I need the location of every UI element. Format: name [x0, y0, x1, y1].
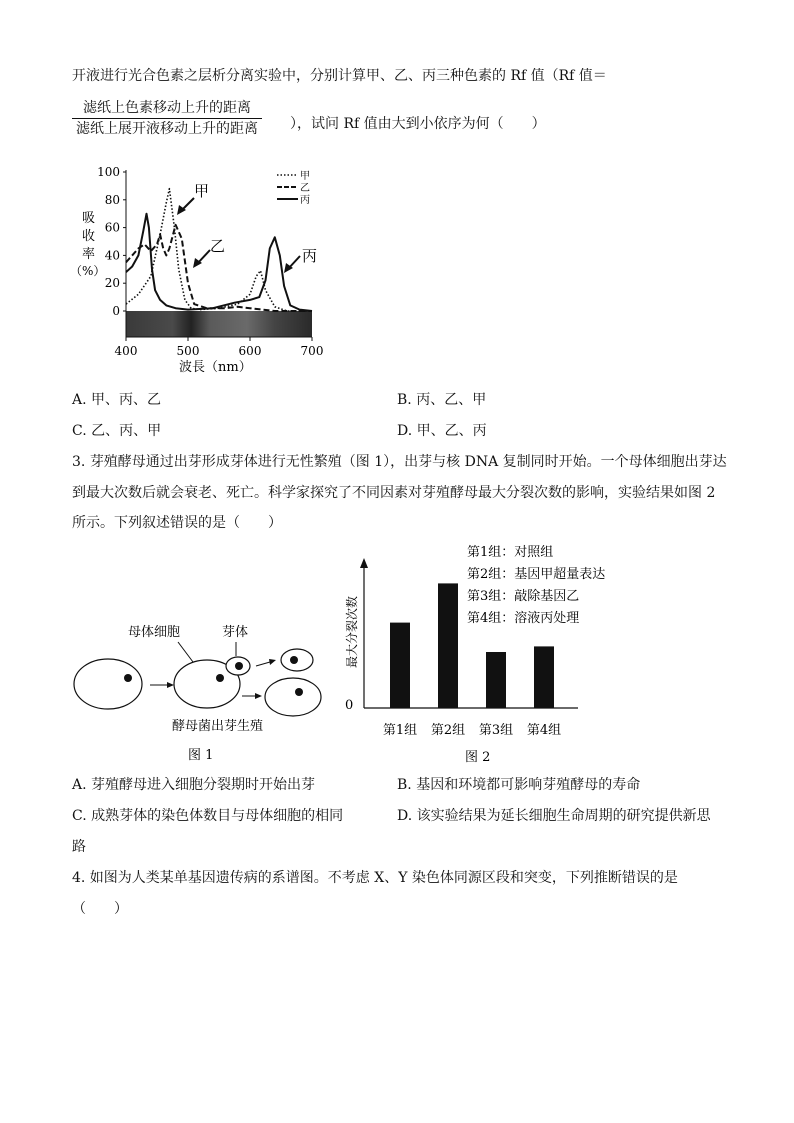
bar-category-label: 第4组	[526, 723, 562, 738]
annotation-bing: 丙	[302, 247, 318, 265]
q3-option-a[interactable]: A. 芽殖酵母进入细胞分裂期时开始出芽	[72, 777, 316, 793]
q2-option-d[interactable]: D. 甲、乙、丙	[397, 423, 487, 439]
bar-group-1	[390, 623, 410, 708]
bar-group-4	[534, 646, 554, 708]
bar-category-label: 第3组	[478, 723, 514, 738]
bar-group-2	[438, 583, 458, 708]
bar-category-label: 第1组	[382, 723, 418, 738]
x-tick-label: 700	[300, 344, 324, 358]
y-tick-label: 80	[104, 192, 120, 207]
y-tick-label: 60	[104, 220, 120, 235]
y-tick-label: 20	[104, 276, 120, 291]
q2-option-b[interactable]: B. 丙、乙、甲	[397, 392, 487, 408]
figure-2-legend-1: 第1组：对照组	[467, 545, 554, 560]
bar-y-axis-arrow	[360, 558, 368, 568]
y-label-unit: （%）	[70, 264, 106, 278]
q2-option-a[interactable]: A. 甲、丙、乙	[72, 392, 162, 408]
arrowhead-2	[269, 659, 276, 665]
q4-stem-line2: （ ）	[72, 901, 128, 917]
q3-stem-line1	[72, 452, 727, 472]
y-tick-label: 100	[97, 165, 120, 179]
bud-nucleus-2	[290, 656, 298, 664]
spectrum-band	[126, 311, 312, 337]
q4-stem-line1: 4. 如图为人类某单基因遗传病的系谱图。不考虑 X、Y 染色体同源区段和突变，下列推断错误的是	[72, 870, 678, 886]
bar-y-axis-label: 最大分裂次数	[345, 595, 359, 668]
bar-y-zero: 0	[345, 698, 354, 713]
q3-stem-line2: 到最大次数后就会衰老、死亡。科学家探究了不同因素对芽殖酵母最大分裂次数的影响，实验结果如图 2	[72, 485, 716, 501]
q2-option-c[interactable]: C. 乙、丙、甲	[72, 423, 162, 439]
mother-cell-3	[265, 678, 321, 716]
arrowhead-3	[255, 693, 262, 699]
figure-2-legend-2: 第2组：基因甲超量表达	[467, 567, 606, 582]
y-tick-label: 40	[104, 248, 120, 263]
x-tick-label: 600	[238, 344, 262, 358]
annotation-yi: 乙	[210, 237, 226, 255]
x-tick-label: 400	[114, 344, 138, 358]
figure-2-bar-chart	[335, 538, 635, 770]
y-label-char-3: 率	[82, 247, 96, 262]
absorption-spectrum-chart	[60, 158, 340, 378]
x-axis-label: 波長（nm）	[179, 360, 252, 375]
figure-2-legend-3: 第3组：敲除基因乙	[467, 589, 580, 604]
mother-cell-1	[74, 659, 142, 709]
legend-label-bing: 丙	[300, 195, 310, 206]
legend-label-jia: 甲	[300, 171, 310, 182]
bar-group-3	[486, 652, 506, 708]
x-tick-label: 500	[176, 344, 200, 358]
nucleus-1	[124, 674, 132, 682]
bud-nucleus-1	[235, 662, 243, 670]
q3-option-c[interactable]: C. 成熟芽体的染色体数目与母体细胞的相同	[72, 808, 344, 824]
series-line-bing	[126, 214, 312, 311]
bar-category-label: 第2组	[430, 723, 466, 738]
rf-denominator: 滤纸上展开液移动上升的距离	[72, 118, 262, 139]
arrowhead-1	[167, 682, 174, 688]
y-tick-label: 0	[112, 304, 120, 318]
q2-stem-tail: ），试问 Rf 值由大到小依序为何（ ）	[290, 116, 546, 132]
q3-number: 3.	[72, 454, 86, 470]
figure-1-caption: 图 1	[188, 748, 214, 763]
q3-option-b[interactable]: B. 基因和环境都可影响芽殖酵母的寿命	[397, 777, 641, 793]
y-label-char-1: 吸	[82, 211, 96, 226]
q3-option-d[interactable]: D. 该实验结果为延长细胞生命周期的研究提供新思	[397, 808, 711, 824]
label-bud: 芽体	[222, 625, 249, 640]
annotation-jia: 甲	[194, 182, 210, 200]
legend-label-yi: 乙	[300, 183, 310, 194]
q3-stem-line3: 所示。下列叙述错误的是（ ）	[72, 515, 282, 531]
rf-fraction	[72, 98, 262, 139]
figure-2-caption: 图 2	[465, 750, 491, 765]
figure-1-inner-caption: 酵母菌出芽生殖	[172, 719, 264, 734]
y-label-char-2: 收	[82, 229, 96, 244]
arrow-2	[256, 662, 270, 666]
nucleus-3	[295, 688, 303, 696]
label-mother-cell: 母体细胞	[128, 625, 181, 640]
figure-1-budding-yeast	[60, 610, 350, 770]
figure-2-legend-4: 第4组：溶液丙处理	[467, 611, 580, 626]
q2-stem-line1: 开液进行光合色素之层析分离实验中，分别计算甲、乙、丙三种色素的 Rf 值（Rf 值＝	[72, 68, 607, 84]
rf-numerator: 滤纸上色素移动上升的距离	[83, 100, 251, 116]
nucleus-2	[216, 674, 224, 682]
q3-stem-text1: 芽殖酵母通过出芽形成芽体进行无性繁殖（图 1），出芽与核 DNA 复制同时开始。一个母体细胞出芽达	[89, 454, 727, 470]
q3-option-d-continued: 路	[72, 839, 86, 855]
